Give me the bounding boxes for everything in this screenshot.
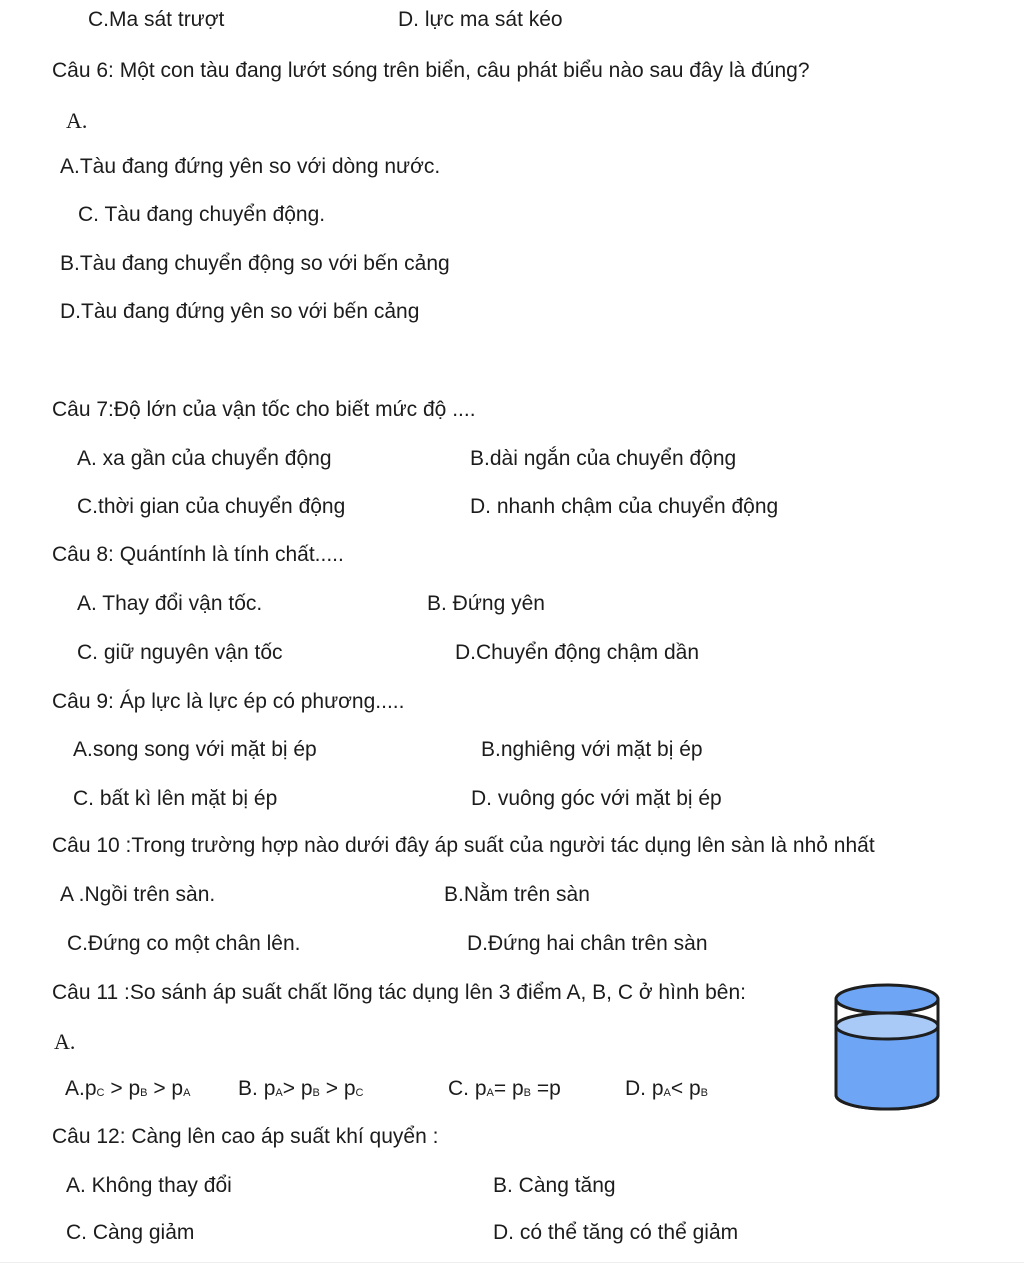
q8-option-b: B. Đứng yên [427, 592, 545, 615]
q11-option-c: C. pA= pB =p [448, 1077, 561, 1100]
q12-option-a: A. Không thay đổi [66, 1174, 232, 1197]
q8-option-d: D.Chuyển động chậm dần [455, 641, 699, 664]
page-divider [0, 1262, 1024, 1263]
q9-option-b: B.nghiêng với mặt bị ép [481, 738, 703, 761]
q8-option-c: C. giữ nguyên vận tốc [77, 641, 283, 664]
q12-option-d: D. có thể tăng có thể giảm [493, 1221, 739, 1244]
q10-option-b: B.Nằm trên sàn [444, 883, 590, 906]
q8-question: Câu 8: Quántính là tính chất..... [52, 543, 344, 566]
q10-option-d: D.Đứng hai chân trên sàn [467, 932, 708, 955]
q7-option-b: B.dài ngắn của chuyển động [470, 447, 737, 470]
q11-a-header: A. [54, 1029, 76, 1054]
q12-question: Câu 12: Càng lên cao áp suất khí quyển : [52, 1125, 439, 1148]
q11-option-d: D. pA< pB [625, 1077, 709, 1100]
q9-option-c: C. bất kì lên mặt bị ép [73, 787, 278, 810]
q7-option-d: D. nhanh chậm của chuyển động [470, 495, 779, 518]
q10-option-a: A .Ngồi trên sàn. [60, 883, 216, 906]
q5-option-d: D. lực ma sát kéo [398, 8, 563, 31]
q10-option-c: C.Đứng co một chân lên. [67, 932, 301, 955]
q9-question: Câu 9: Áp lực là lực ép có phương..... [52, 690, 405, 713]
water-surface [836, 1013, 938, 1039]
q12-option-b: B. Càng tăng [493, 1174, 616, 1197]
q8-option-a: A. Thay đổi vận tốc. [77, 592, 263, 615]
q7-question: Câu 7:Độ lớn của vận tốc cho biết mức độ .... [52, 398, 476, 421]
cylinder-rim [836, 985, 938, 1013]
q6-option-a: A.Tàu đang đứng yên so với dòng nước. [60, 155, 441, 178]
q6-question: Câu 6: Một con tàu đang lướt sóng trên biển, câu phát biểu nào sau đây là đúng? [52, 59, 810, 82]
q10-question: Câu 10 :Trong trường hợp nào dưới đây áp suất của người tác dụng lên sàn là nhỏ nhất [52, 834, 875, 857]
q7-option-c: C.thời gian của chuyển động [77, 495, 346, 518]
q6-option-c: C. Tàu đang chuyển động. [78, 203, 326, 226]
liquid-cylinder-illustration [832, 982, 942, 1112]
q9-option-d: D. vuông góc với mặt bị ép [471, 787, 722, 810]
q12-option-c: C. Càng giảm [66, 1221, 195, 1244]
q11-question: Câu 11 :So sánh áp suất chất lõng tác dụng lên 3 điểm A, B, C ở hình bên: [52, 981, 747, 1004]
q6-option-d: D.Tàu đang đứng yên so với bến cảng [60, 300, 420, 323]
q5-option-c: C.Ma sát trượt [88, 8, 225, 31]
q6-a-header: A. [66, 108, 88, 133]
q11-option-b: B. pA> pB > pC [238, 1077, 364, 1100]
q6-option-b: B.Tàu đang chuyển động so với bến cảng [60, 252, 450, 275]
q7-option-a: A. xa gần của chuyển động [77, 447, 332, 470]
q11-option-a: A.pC > pB > pA [65, 1077, 191, 1100]
q9-option-a: A.song song với mặt bị ép [73, 738, 317, 761]
